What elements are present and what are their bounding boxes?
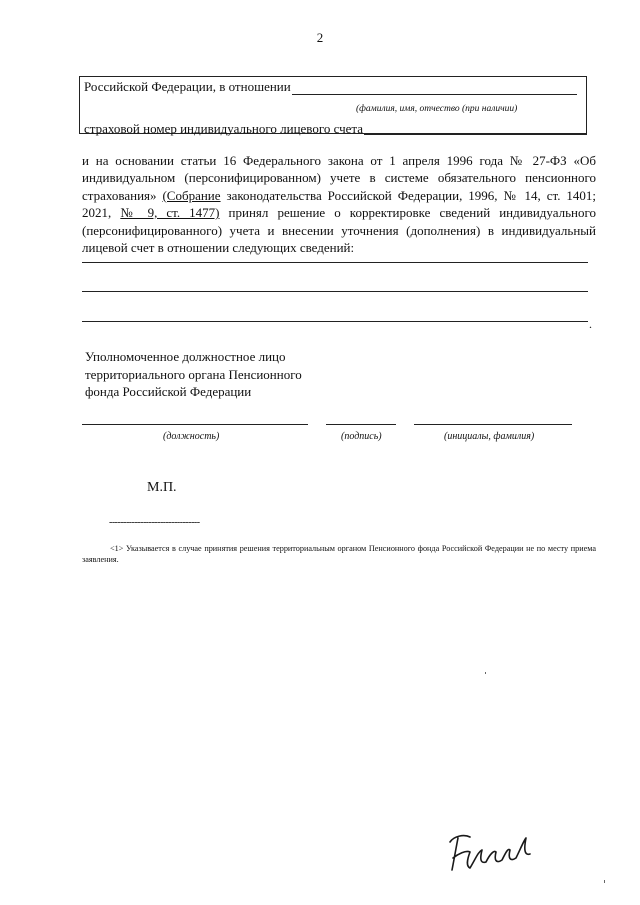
decision-text-part3: принял решение о корректировке сведений индивидуального (персонифицированного) учета и внесении уточнения (дополнения) в индивидуальный лицевой счет в отношении следующих сведений: xyxy=(82,205,596,256)
scan-speck xyxy=(604,880,605,883)
details-fill-line-2 xyxy=(82,291,588,292)
official-title-line-3: фонда Российской Федерации xyxy=(85,384,252,399)
legal-reference-link-2[interactable]: № 9, ст. 1477) xyxy=(120,205,220,221)
insurance-number-label: страховой номер индивидуального лицевого счета xyxy=(84,121,364,136)
official-title-line-1: Уполномоченное должностное лицо xyxy=(85,349,286,364)
signature-hint: (подпись) xyxy=(341,431,382,442)
fill-end-mark: . xyxy=(589,317,592,331)
decision-text-part1: и на основании статьи 16 Федерального закона от 1 апреля 1996 года № 27-ФЗ «Об индивидуальном (персонифицированном) учете в системе обязательного пенсионного страхования» xyxy=(82,153,596,203)
page-number: 2 xyxy=(316,30,324,45)
scan-speck xyxy=(485,672,486,674)
stamp-place: М.П. xyxy=(147,480,177,495)
decision-text-part2: законодательства Российской Федерации, 1996, № 14, ст. 1401; 2021, xyxy=(82,187,597,221)
details-fill-line-1 xyxy=(82,262,588,263)
name-hint: (инициалы, фамилия) xyxy=(444,431,535,442)
signature-line xyxy=(326,424,396,425)
legal-reference-link-1[interactable]: (Собрание xyxy=(162,187,221,203)
official-title xyxy=(85,348,345,401)
footnote: <1> Указывается в случае принятия решения территориальным органом Пенсионного фонда Российской Федерации не по месту приема заявления. xyxy=(82,544,596,564)
details-fill-line-3 xyxy=(82,321,588,322)
position-hint: (должность) xyxy=(163,431,220,442)
decision-paragraph xyxy=(82,152,596,256)
insurance-number-line xyxy=(364,134,587,135)
recipient-label: Российской Федерации, в отношении xyxy=(84,79,291,94)
full-name-line xyxy=(292,94,577,95)
official-title-line-2: территориального органа Пенсионного xyxy=(85,366,302,382)
position-line xyxy=(82,424,308,425)
footnote-separator: -------------------------------- xyxy=(109,517,200,528)
handwritten-signature xyxy=(440,828,540,878)
name-line xyxy=(414,424,572,425)
full-name-hint: (фамилия, имя, отчество (при наличии) xyxy=(356,104,518,114)
